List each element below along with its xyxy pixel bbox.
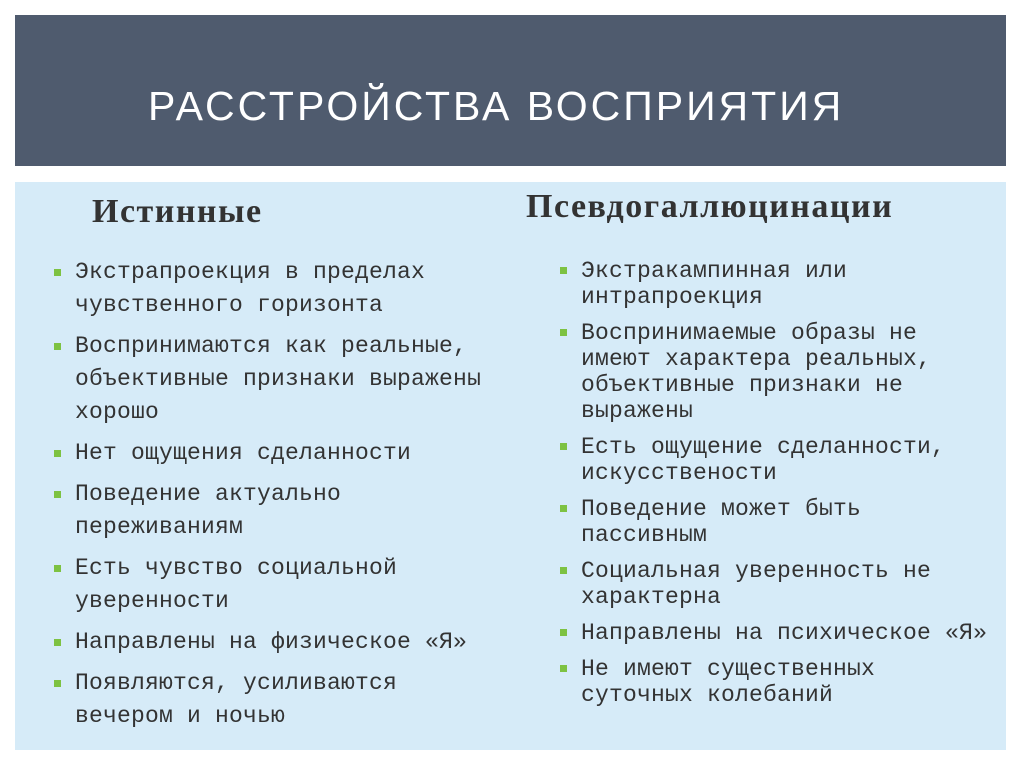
- list-item-text: Экстрапроекция в пределах чувственного горизонта: [75, 259, 426, 318]
- list-item: [54, 667, 504, 733]
- list-item: [560, 558, 1000, 610]
- left-bullet-list: [54, 256, 504, 741]
- bullet-icon: [54, 491, 61, 498]
- bullet-icon: [560, 267, 567, 274]
- list-item-text: Направлены на психическое «Я»: [581, 620, 988, 646]
- list-item: [560, 258, 1000, 310]
- list-item: [54, 552, 504, 618]
- left-column-heading: Истинные: [92, 193, 263, 230]
- bullet-icon: [560, 505, 567, 512]
- list-item-text: Есть чувство социальной уверенности: [75, 555, 398, 614]
- list-item-text: Поведение может быть пассивным: [581, 496, 862, 548]
- bullet-icon: [560, 665, 567, 672]
- bullet-icon: [54, 639, 61, 646]
- right-bullet-list: [560, 258, 1000, 718]
- list-item: [560, 320, 1000, 424]
- list-item-text: Воспринимаются как реальные, объективные признаки выражены хорошо: [75, 333, 482, 425]
- list-item: [54, 330, 504, 429]
- list-item-text: Воспринимаемые образы не имеют характера реальных, объективные признаки не выражены: [581, 320, 932, 424]
- slide-title: РАССТРОЙСТВА ВОСПРИЯТИЯ: [148, 83, 845, 129]
- bullet-icon: [560, 567, 567, 574]
- list-item-text: Направлены на физическое «Я»: [75, 629, 468, 655]
- list-item: [560, 496, 1000, 548]
- list-item-text: Есть ощущение сделанности, искусствености: [581, 434, 946, 486]
- list-item: [54, 437, 504, 470]
- list-item: [54, 478, 504, 544]
- bullet-icon: [560, 629, 567, 636]
- list-item: [560, 656, 1000, 708]
- bullet-icon: [54, 565, 61, 572]
- right-column-heading: Псевдогаллюцинации: [526, 188, 894, 225]
- list-item-text: Появляются, усиливаются вечером и ночью: [75, 670, 398, 729]
- list-item: [54, 256, 504, 322]
- list-item-text: Экстракампинная или интрапроекция: [581, 258, 848, 310]
- list-item-text: Нет ощущения сделанности: [75, 440, 412, 466]
- bullet-icon: [54, 269, 61, 276]
- bullet-icon: [54, 343, 61, 350]
- list-item: [54, 626, 504, 659]
- bullet-icon: [560, 329, 567, 336]
- bullet-icon: [560, 443, 567, 450]
- list-item-text: Социальная уверенность не характерна: [581, 558, 932, 610]
- list-item-text: Не имеют существенных суточных колебаний: [581, 656, 876, 708]
- list-item: [560, 620, 1000, 646]
- bullet-icon: [54, 450, 61, 457]
- list-item: [560, 434, 1000, 486]
- comparison-panel: [15, 182, 1006, 750]
- list-item-text: Поведение актуально переживаниям: [75, 481, 342, 540]
- bullet-icon: [54, 680, 61, 687]
